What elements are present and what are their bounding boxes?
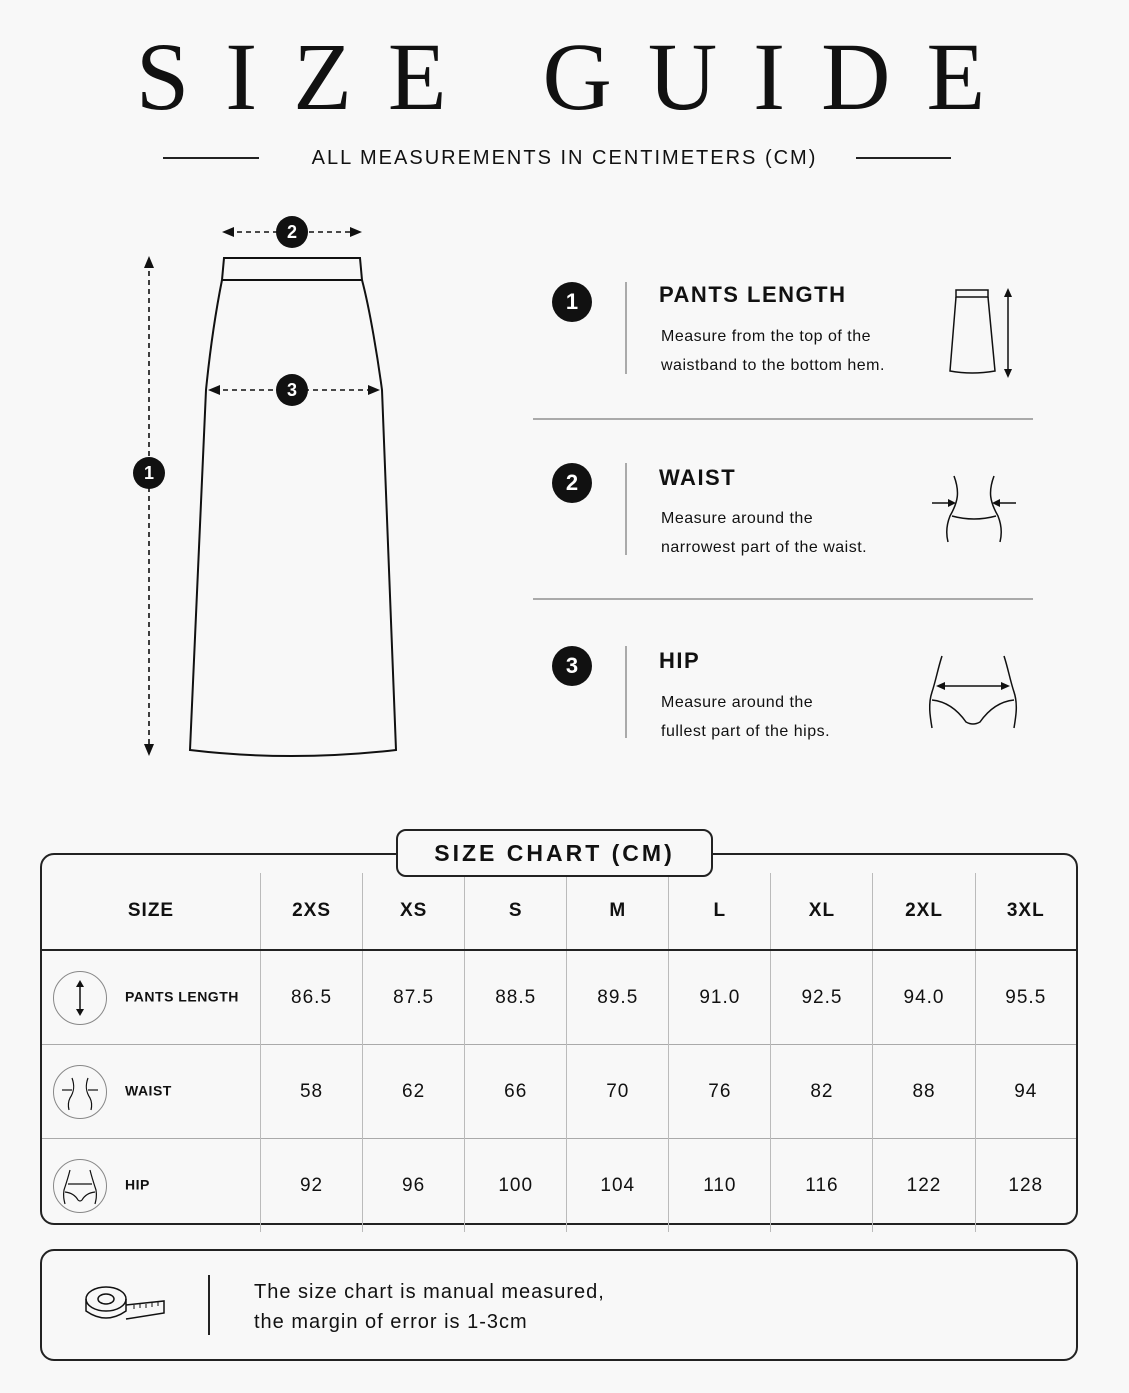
cell-value: 95.5 [975,950,1076,1045]
pants-length-icon [940,285,1020,380]
desc-line: narrowest part of the waist. [661,539,868,556]
desc-line: waistband to the bottom hem. [661,357,885,374]
size-chart-title: SIZE CHART (CM) [396,829,713,877]
cell-value: 62 [363,1045,465,1139]
table-row [42,1045,1076,1139]
header-size: SIZE [42,873,261,950]
measure-number-3: 3 [552,646,592,686]
divider-line [625,282,627,374]
note-line: The size chart is manual measured, [254,1281,605,1303]
divider-line [625,646,627,738]
cell-value: 89.5 [567,950,669,1045]
page-subtitle: ALL MEASUREMENTS IN CENTIMETERS (CM) [311,147,818,169]
note-text [254,1277,605,1337]
cell-value: 66 [465,1045,567,1139]
note-line: the margin of error is 1-3cm [254,1311,528,1333]
cell-value: 116 [771,1139,873,1233]
section-separator [533,598,1033,600]
cell-value: 92.5 [771,950,873,1045]
cell-value: 91.0 [669,950,771,1045]
header-s: S [465,873,567,950]
waist-icon [928,472,1020,546]
row-label: WAIST [125,1082,172,1099]
measure-title-length: PANTS LENGTH [659,282,847,307]
size-chart [40,853,1078,1225]
header-xl: XL [771,873,873,950]
note-divider [208,1275,210,1335]
measurement-note [40,1249,1078,1361]
section-separator [533,418,1033,420]
cell-value: 82 [771,1045,873,1139]
header-m: M [567,873,669,950]
table-row [42,950,1076,1045]
measure-title-waist: WAIST [659,465,737,490]
measure-number-1: 1 [552,282,592,322]
waist-icon [53,1065,107,1119]
cell-value: 88.5 [465,950,567,1045]
cell-value: 70 [567,1045,669,1139]
cell-value: 104 [567,1139,669,1233]
desc-line: Measure from the top of the [661,328,872,345]
hip-icon [53,1159,107,1213]
page-title: SIZE GUIDE [135,23,1022,130]
cell-value: 100 [465,1139,567,1233]
header-l: L [669,873,771,950]
hip-marker: 3 [276,374,308,406]
cell-value: 94.0 [873,950,975,1045]
row-label-cell [42,1045,261,1139]
cell-value: 96 [363,1139,465,1233]
size-table [42,873,1076,1232]
measure-title-hip: HIP [659,648,701,673]
cell-value: 86.5 [261,950,363,1045]
hip-icon [922,652,1024,732]
cell-value: 58 [261,1045,363,1139]
divider-line [625,463,627,555]
cell-value: 110 [669,1139,771,1233]
subtitle-rule-right [856,157,951,159]
length-marker: 1 [133,457,165,489]
waist-marker: 2 [276,216,308,248]
pants-diagram [120,210,420,770]
cell-value: 88 [873,1045,975,1139]
row-label: PANTS LENGTH [125,988,239,1005]
cell-value: 94 [975,1045,1076,1139]
cell-value: 87.5 [363,950,465,1045]
cell-value: 76 [669,1045,771,1139]
measure-number-2: 2 [552,463,592,503]
measure-desc-waist [661,504,921,562]
cell-value: 122 [873,1139,975,1233]
row-label-cell [42,950,261,1045]
header-2xl: 2XL [873,873,975,950]
desc-line: Measure around the [661,694,814,711]
header-3xl: 3XL [975,873,1076,950]
cell-value: 128 [975,1139,1076,1233]
header-xs: XS [363,873,465,950]
row-label: HIP [125,1176,150,1193]
row-label-cell [42,1139,261,1233]
desc-line: fullest part of the hips. [661,723,831,740]
pants-length-icon [53,971,107,1025]
measure-desc-hip [661,688,921,746]
tape-measure-icon [82,1281,168,1331]
desc-line: Measure around the [661,510,814,527]
header-2xs: 2XS [261,873,363,950]
measure-desc-length [661,322,921,380]
table-header-row [42,873,1076,950]
cell-value: 92 [261,1139,363,1233]
table-row [42,1139,1076,1233]
